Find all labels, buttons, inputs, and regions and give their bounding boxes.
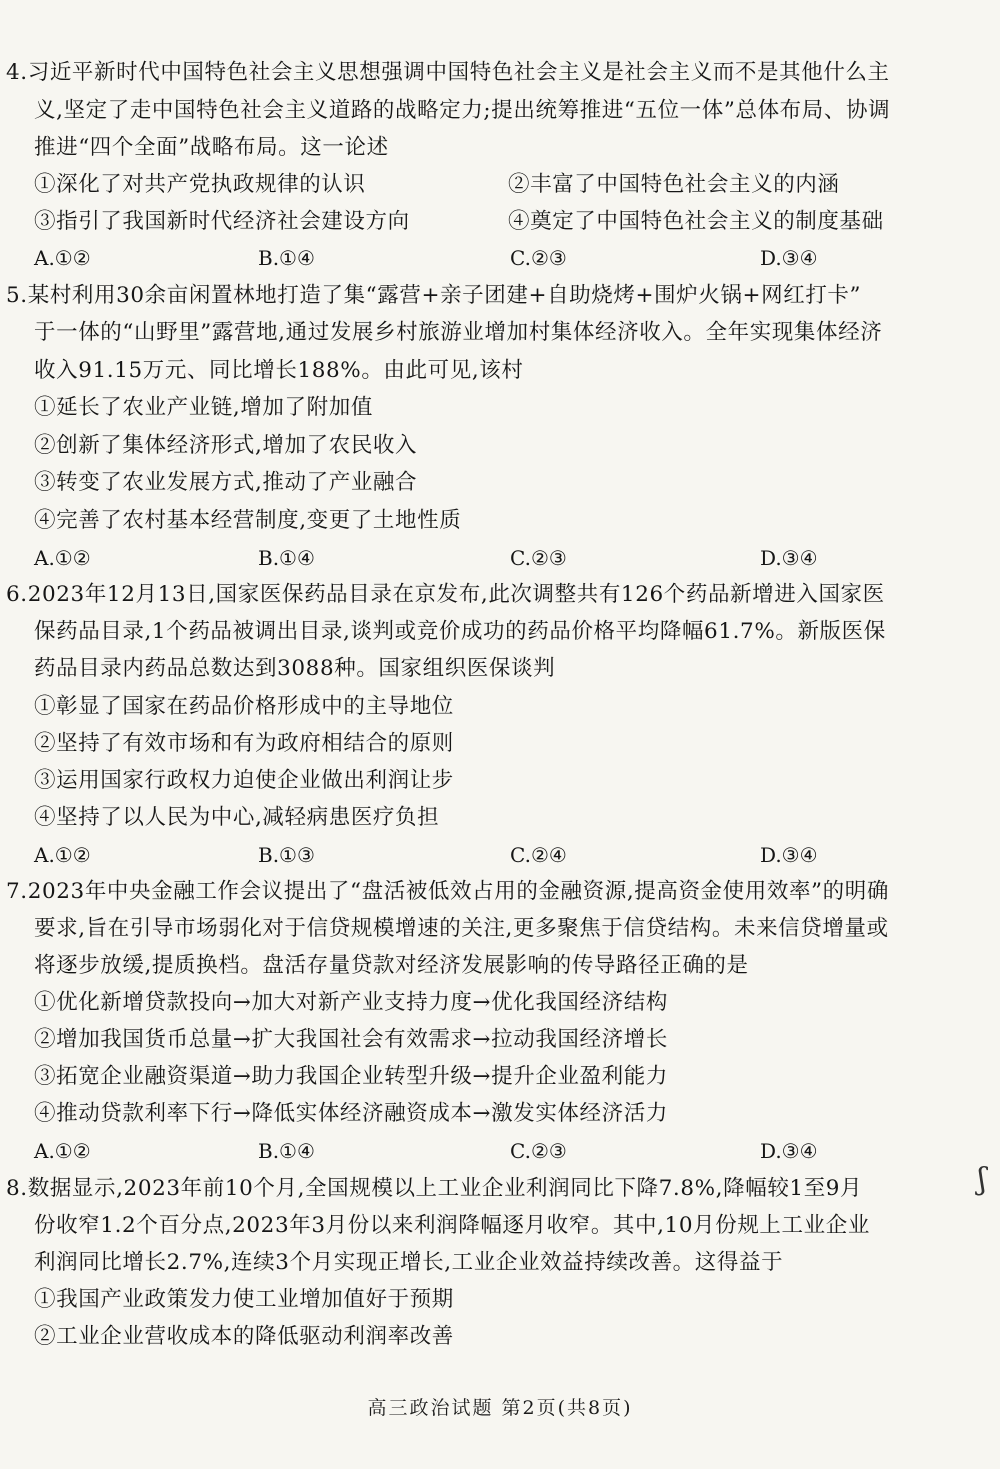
q5-option-c: C.②③	[510, 546, 567, 570]
q6-option-b: B.①③	[258, 843, 315, 867]
q6-statement-3: ③运用国家行政权力迫使企业做出利润让步	[34, 768, 454, 793]
q6-option-a: A.①②	[34, 843, 91, 867]
q7-stem-line-3: 将逐步放缓,提质换档。盘活存量贷款对经济发展影响的传导路径正确的是	[34, 953, 749, 978]
q6-statement-2: ②坚持了有效市场和有为政府相结合的原则	[34, 731, 454, 756]
q7-option-b: B.①④	[258, 1139, 315, 1163]
q6-statement-1: ①彰显了国家在药品价格形成中的主导地位	[34, 694, 454, 719]
q4-statement-1: ①深化了对共产党执政规律的认识	[34, 172, 366, 197]
q8-stem-line-3: 利润同比增长2.7%,连续3个月实现正增长,工业企业效益持续改善。这得益于	[34, 1250, 784, 1275]
q4-option-c: C.②③	[510, 246, 567, 270]
q6-option-c: C.②④	[510, 843, 567, 867]
q7-statement-1: ①优化新增贷款投向→加大对新产业支持力度→优化我国经济结构	[34, 990, 668, 1015]
q5-stem-line-3: 收入91.15万元、同比增长188%。由此可见,该村	[34, 358, 524, 383]
q4-option-d: D.③④	[760, 246, 818, 270]
q4-stem-line-1: 4.习近平新时代中国特色社会主义思想强调中国特色社会主义是社会主义而不是其他什么主	[6, 60, 890, 85]
q6-stem-line-1: 6.2023年12月13日,国家医保药品目录在京发布,此次调整共有126个药品新增进入国家医	[6, 582, 885, 607]
q7-option-d: D.③④	[760, 1139, 818, 1163]
q4-option-a: A.①②	[34, 246, 91, 270]
q4-stem-line-2: 义,坚定了走中国特色社会主义道路的战略定力;提出统筹推进“五位一体”总体布局、协调	[34, 98, 891, 123]
q5-statement-1: ①延长了农业产业链,增加了附加值	[34, 395, 373, 420]
pen-mark-icon: ʃ	[978, 1162, 987, 1197]
q7-statement-2: ②增加我国货币总量→扩大我国社会有效需求→拉动我国经济增长	[34, 1027, 668, 1052]
q7-statement-4: ④推动贷款利率下行→降低实体经济融资成本→激发实体经济活力	[34, 1101, 668, 1126]
q5-statement-3: ③转变了农业发展方式,推动了产业融合	[34, 470, 418, 495]
q6-statement-4: ④坚持了以人民为中心,减轻病患医疗负担	[34, 805, 440, 830]
q8-stem-line-1: 8.数据显示,2023年前10个月,全国规模以上工业企业利润同比下降7.8%,降幅较1至9月	[6, 1176, 863, 1201]
q7-stem-line-2: 要求,旨在引导市场弱化对于信贷规模增速的关注,更多聚焦于信贷结构。未来信贷增量或	[34, 916, 889, 941]
q7-option-c: C.②③	[510, 1139, 567, 1163]
q8-statement-1: ①我国产业政策发力使工业增加值好于预期	[34, 1287, 454, 1312]
q7-statement-3: ③拓宽企业融资渠道→助力我国企业转型升级→提升企业盈利能力	[34, 1064, 668, 1089]
q7-option-a: A.①②	[34, 1139, 91, 1163]
q4-statement-4: ④奠定了中国特色社会主义的制度基础	[508, 209, 884, 234]
q7-stem-line-1: 7.2023年中央金融工作会议提出了“盘活被低效占用的金融资源,提高资金使用效率”的明确	[6, 879, 889, 904]
q4-statement-3: ③指引了我国新时代经济社会建设方向	[34, 209, 410, 234]
q8-stem-line-2: 份收窄1.2个百分点,2023年3月份以来利润降幅逐月收窄。其中,10月份规上工业企业	[34, 1213, 870, 1238]
q8-statement-2: ②工业企业营收成本的降低驱动利润率改善	[34, 1324, 454, 1349]
q6-option-d: D.③④	[760, 843, 818, 867]
q4-statement-2: ②丰富了中国特色社会主义的内涵	[508, 172, 840, 197]
q6-stem-line-3: 药品目录内药品总数达到3088种。国家组织医保谈判	[34, 656, 556, 681]
q6-stem-line-2: 保药品目录,1个药品被调出目录,谈判或竞价成功的药品价格平均降幅61.7%。新版医保	[34, 619, 886, 644]
page-footer: 高三政治试题 第2页(共8页)	[367, 1397, 633, 1419]
q5-option-a: A.①②	[34, 546, 91, 570]
q5-option-d: D.③④	[760, 546, 818, 570]
q4-option-b: B.①④	[258, 246, 315, 270]
q5-statement-4: ④完善了农村基本经营制度,变更了土地性质	[34, 508, 462, 533]
q4-stem-line-3: 推进“四个全面”战略布局。这一论述	[34, 135, 389, 160]
q5-option-b: B.①④	[258, 546, 315, 570]
q5-statement-2: ②创新了集体经济形式,增加了农民收入	[34, 433, 418, 458]
q5-stem-line-1: 5.某村利用30余亩闲置林地打造了集“露营+亲子团建+自助烧烤+围炉火锅+网红打卡”	[6, 283, 862, 308]
q5-stem-line-2: 于一体的“山野里”露营地,通过发展乡村旅游业增加村集体经济收入。全年实现集体经济	[34, 320, 883, 345]
